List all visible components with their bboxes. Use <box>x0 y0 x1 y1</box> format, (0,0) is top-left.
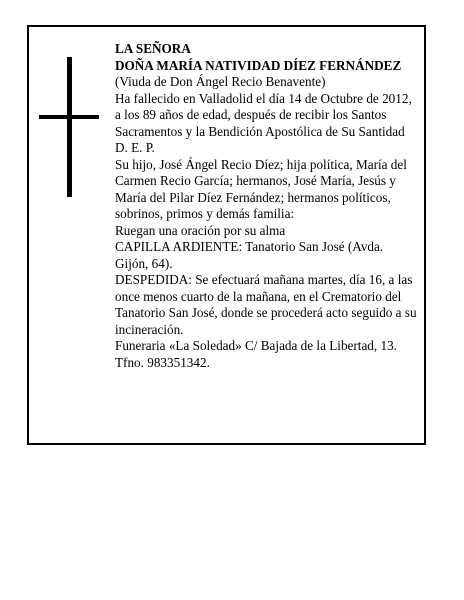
chapel-info: CAPILLA ARDIENTE: Tanatorio San José (Avda. Gijón, 64). <box>115 239 384 271</box>
farewell-info: DESPEDIDA: Se efectuará mañana martes, día 16, a las once menos cuarto de la mañana, en el Crematorio del Tanatorio San José, donde se procederá acto seguido a su incineración. <box>115 272 417 337</box>
cross-icon <box>39 57 99 197</box>
obituary-title: LA SEÑORA <box>115 41 191 56</box>
cross-vertical-bar <box>67 57 72 197</box>
prayer-request: Ruegan una oración por su alma <box>115 222 286 238</box>
funeral-home-info: Funeraria «La Soledad» C/ Bajada de la Libertad, 13. Tfno. 983351342. <box>115 338 397 370</box>
rip-line: D. E. P. <box>115 140 155 155</box>
family-list: Su hijo, José Ángel Recio Díez; hija política, María del Carmen Recio García; hermanos, José María, Jesús y María del Pilar Díez Fernández; hermanos políticos, sobrinos, primos y demás familia: <box>115 156 407 221</box>
obituary-text <box>115 41 419 371</box>
deceased-name: DOÑA MARÍA NATIVIDAD DÍEZ FERNÁNDEZ <box>115 57 402 73</box>
cross-horizontal-bar <box>39 115 99 119</box>
death-notice: Ha fallecido en Valladolid el día 14 de Octubre de 2012, a los 89 años de edad, después de recibir los Santos Sacramentos y la Bendición Apostólica de Su Santidad <box>115 90 412 139</box>
widow-line: (Viuda de Don Ángel Recio Benavente) <box>115 74 326 89</box>
obituary-notice <box>27 25 426 445</box>
